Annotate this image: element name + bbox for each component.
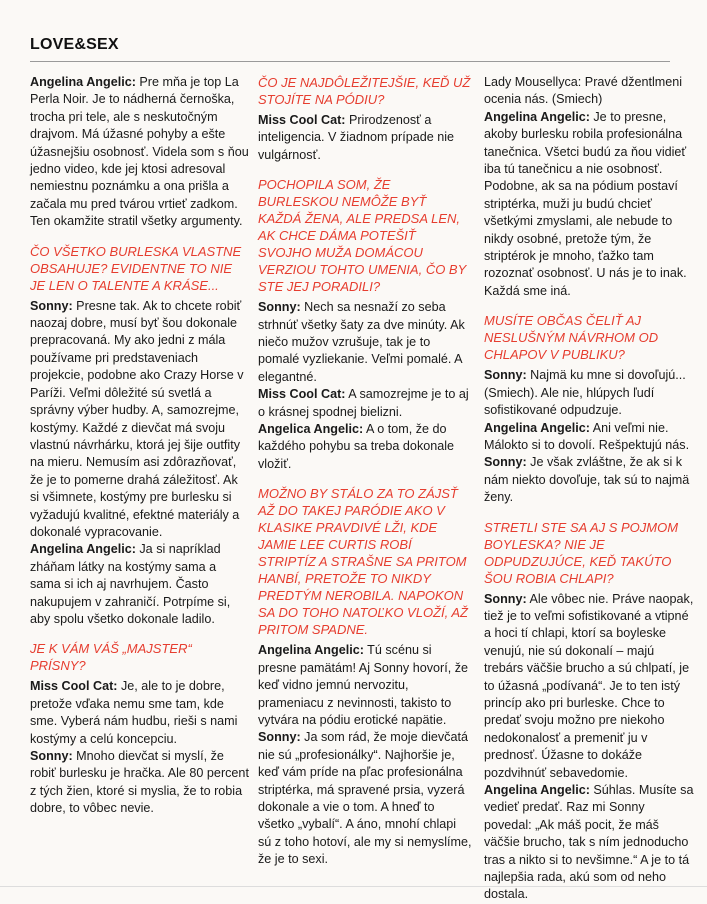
paragraph (30, 74, 250, 231)
paragraph-text: A o tom, že do každého pohybu sa treba dokonale vložiť. (258, 422, 455, 471)
paragraph (258, 112, 472, 164)
paragraph-text: Je, ale to je dobre, pretože vďaka nemu sme tam, kde sme. Vyberá nám hudbu, rieši s nami kostýmy a celú koncepciu. (30, 679, 238, 746)
paragraph (258, 421, 472, 473)
paragraph-text: Ani veľmi nie. Málokto si to dovolí. Rešpektujú nás. (484, 420, 690, 452)
speaker-name: Sonny: (484, 368, 527, 383)
paragraph (30, 298, 250, 542)
speaker-name: Angelina Angelic: (484, 109, 590, 124)
interview-question: POCHOPILA SOM, ŽE BURLESKOU NEMÔŽE BYŤ KAŽDÁ ŽENA, ALE PREDSA LEN, AK CHCE DÁMA POTEŠIŤ SVOJHO MUŽA DOMÁCOU VERZIOU TOHTO UMENIA, ČO BY STE JEJ PORADILI? (258, 177, 467, 295)
paragraph (484, 591, 694, 782)
paragraph-text: Je to presne, akoby burlesku robila profesionálna tanečnica. Všetci budú za ňou vidieť iba tú tanečnicu a nie osobnosť. Podobne, ak sa na pódium postaví striptérka, muži ju budú chcieť všetkými zmyslami, ale nebude to nikdy osobné, pretože tým, že striptérok je mnoho, ťažko tam rozoznať osobnosť. U nás je to inak. Každá sme iná. (484, 109, 687, 298)
column-1 (30, 74, 250, 818)
paragraph-text: Prirodzenosť a inteligencia. V žiadnom prípade nie vulgárnosť. (258, 113, 455, 162)
speaker-name: Angelina Angelic: (30, 542, 136, 557)
paragraph-text: Mnoho dievčat si myslí, že robiť burlesku je hračka. Ale 80 percent z tých žien, ktoré si myslia, že to robia dobre, to vôbec nevie. (30, 749, 249, 816)
speaker-name: Sonny: (484, 455, 527, 470)
question-block (30, 628, 250, 678)
speaker-name: Angelina Angelic: (484, 420, 590, 435)
question-block (258, 164, 472, 299)
speaker-name: Miss Cool Cat: (258, 387, 346, 402)
page-bottom-edge (0, 886, 707, 887)
speaker-name: Angelina Angelic: (484, 783, 590, 797)
paragraph-text: A samozrejme je to aj o krásnej spodnej bielizni. (258, 387, 469, 419)
paragraph (484, 420, 694, 455)
title-divider (30, 61, 670, 62)
paragraph-text: Ja som rád, že moje dievčatá nie sú „profesionálky“. Najhoršie je, keď vám príde na pľac profesionálna striptérka, má spravené prsia, vyzerá dokonale a vie o tom. A hneď to všetko „vybalí“. A áno, mnohí chlapi sú z toho hotoví, ale my si nemyslíme, že je to sexi. (258, 730, 472, 867)
column-2 (258, 74, 472, 869)
section-title: LOVE&SEX (30, 36, 119, 53)
paragraph (258, 386, 472, 421)
column-3 (484, 74, 694, 904)
speaker-name: Sonny: (30, 749, 73, 763)
paragraph (30, 541, 250, 628)
paragraph-text: Súhlas. Musíte sa vedieť predať. Raz mi Sonny povedal: „Ak máš pocit, že máš väčšie brucho, tak s ním jednoducho tras a nikto si to nevšimne.“ A je to tá najlepšia rada, akú som od neho dostala. (484, 783, 694, 902)
paragraph-text: Ale vôbec nie. Práve naopak, tiež je to veľmi sofistikované a vtipné a hoci tí chlapi, ktorí sa boyleske venujú, nie sú dokonalí – majú trebárs väčšie brucho a sú chlpatí, je to úžasná „podívaná“. Je to ten istý princíp ako pri burleske. Chce to predať svoju možno pre niekoho nedokonalosť a premeniť ju v prednosť. Úžasne to dokáže pozdvihnúť sebavedomie. (484, 591, 694, 780)
paragraph-text: Je však zvláštne, že ak si k nám niekto dovoľuje, tak sú to najmä ženy. (484, 455, 690, 505)
paragraph (484, 109, 694, 300)
question-block (258, 473, 472, 642)
speaker-name: Sonny: (30, 298, 73, 313)
interview-question: JE K VÁM VÁŠ „MAJSTER“ PRÍSNY? (30, 641, 192, 674)
paragraph-text: Najmä ku mne si dovoľujú...(Smiech). Ale nie, hlúpych ľudí sofistikované odpudzuje. (484, 368, 686, 418)
speaker-name: Miss Cool Cat: (30, 679, 118, 694)
paragraph (484, 454, 694, 506)
interview-question: STRETLI STE SA AJ S POJMOM BOYLESKA? NIE JE ODPUDZUJÚCE, KEĎ TAKÚTO ŠOU ROBIA CHLAPI? (484, 519, 679, 586)
speaker-name: Sonny: (484, 591, 527, 606)
question-block (484, 507, 694, 591)
paragraph: Lady Mouselly​ca: Pravé džentlmeni ocenia nás. (Smiech) (484, 75, 683, 107)
paragraph (30, 748, 250, 818)
speaker-name: Sonny: (258, 300, 301, 315)
question-block (258, 74, 472, 112)
interview-question: MUSÍTE OBČAS ČELIŤ AJ NESLUŠNÝM NÁVRHOM OD CHLAPOV V PUBLIKU? (484, 313, 659, 363)
paragraph-text: Presne tak. Ak to chcete robiť naozaj dobre, musí byť šou dokonale prepracovaná. My ako jedni z mála používame pri predstaveniach projekcie, podobne ako Crazy Horse v Paríži. Veľmi dôležité sú svetlá a správny výber hudby. A, samozrejme, kostýmy. Každé z dievčat má svoju vlastnú návrhárku, ktorá jej šije outfity na mieru. Nemusím asi zdôrazňovať, že je to pomerne drahá záležitosť. Ak si všimnete, kostýmy pre burlesku si vyžadujú kvalitné, efektné materiály a dokonalé vypracovanie. (30, 298, 244, 539)
speaker-name: Miss Cool Cat: (258, 113, 346, 127)
paragraph-text: Nech sa nesnaží zo seba strhnúť všetky šaty za dve minúty. Ak niečo mužov vzrušuje, tak je to pomalé vyzliekanie. Veľmi pomalé. A elegantné. (258, 300, 465, 384)
paragraph-text: Pre mňa je top La Perla Noir. Je to nádherná černoška, trocha pri tele, ale s neskutočným drajvom. Má úžasné pohyby a ešte úžasnejšiu osobnosť. Videla som s ňou jedno video, kde jej ktosi adresoval nemiestnu poznámku a ona prišla a začala mu pred tvárou vrtieť zadkom. Ten okamžite stratil všetky argumenty. (30, 75, 249, 229)
interview-question: MOŽNO BY STÁLO ZA TO ZÁJSŤ AŽ DO TAKEJ PARÓDIE AKO V KLASIKE PRAVDIVÉ LŽI, KDE JAMIE LEE CURTIS ROBÍ STRIPTÍZ A STRAŠNE SA PRITOM HANBÍ, PRETOŽE TO NIKDY PREDTÝM NEROBILA. NAPOKON SA DO TOHO NATOĽKO VLOŽÍ, AŽ PRITOM SPADNE. (258, 486, 468, 638)
speaker-name: Angelina Angelic: (30, 75, 136, 89)
paragraph (258, 729, 472, 868)
question-block (484, 300, 694, 367)
paragraph (484, 367, 694, 419)
interview-question: ČO JE NAJDÔLEŽITEJŠIE, KEĎ UŽ STOJÍTE NA PÓDIU? (258, 75, 471, 107)
speaker-name: Angelina Angelic: (258, 643, 364, 658)
paragraph (258, 299, 472, 386)
paragraph (258, 642, 472, 729)
paragraph-text: Ja si napríklad zháňam látky na kostýmy sama a sama si ich aj navrhujem. Často nakupujem v zahraničí. Potrpíme si, aby spolu všetko dokonale ladilo. (30, 542, 231, 626)
interview-question: ČO VŠETKO BURLESKA VLASTNE OBSAHUJE? EVIDENTNE TO NIE JE LEN O TALENTE A KRÁSE... (30, 243, 242, 293)
paragraph (30, 678, 250, 748)
question-block (30, 231, 250, 298)
speaker-name: Sonny: (258, 730, 301, 745)
speaker-name: Angelica Angelic: (258, 422, 364, 437)
paragraph-text: Tú scénu si presne pamätám! Aj Sonny hovorí, že keď vidno jemnú nervozitu, prameniacu z nevinnosti, takisto to vytvára na pódiu erotické napätie. (258, 643, 469, 727)
